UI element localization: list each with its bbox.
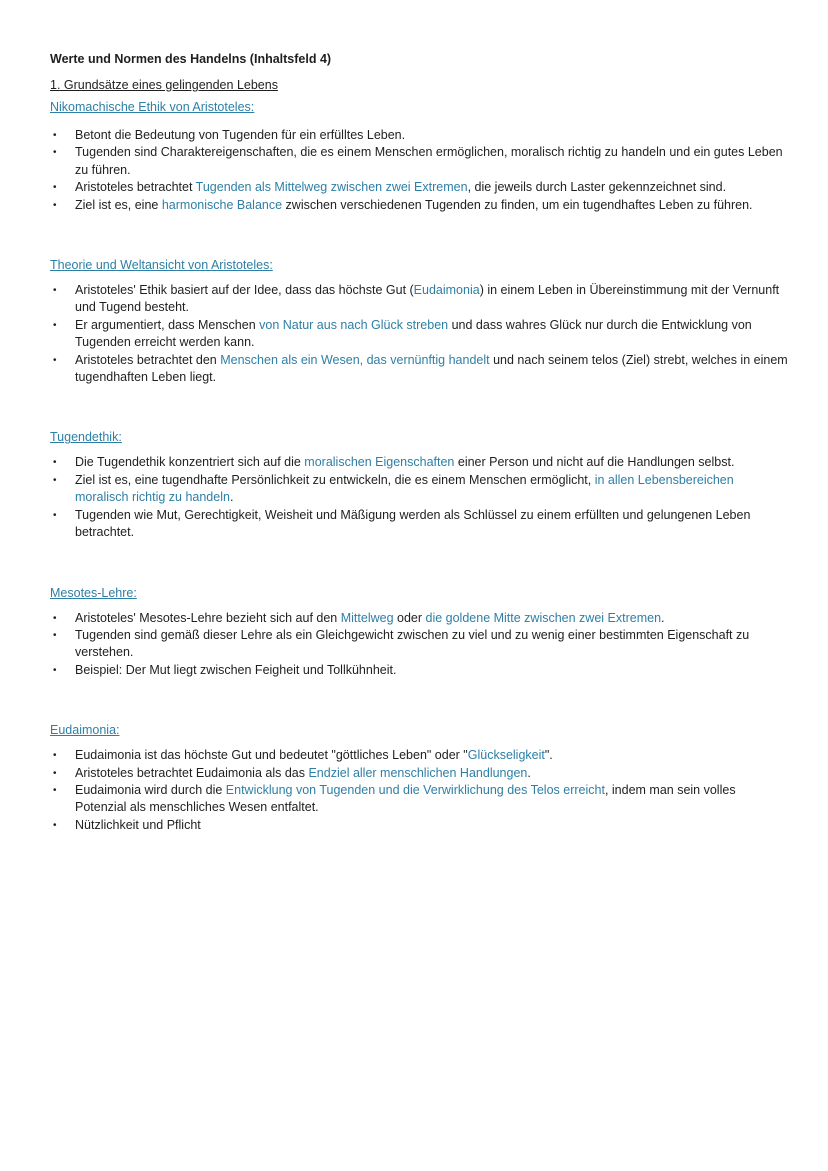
bullet-icon: • xyxy=(53,612,57,624)
highlighted-text: Tugenden als Mittelweg zwischen zwei Extremen xyxy=(195,180,468,195)
highlighted-text: Entwicklung von Tugenden und die Verwirklichung des Telos erreicht xyxy=(225,782,605,797)
bullet-list xyxy=(50,282,790,386)
bullet-list xyxy=(50,127,790,214)
list-item-text: , indem man sein volles Potenzial als menschliches Wesen entfaltet. xyxy=(75,782,736,815)
highlighted-text: Mittelweg xyxy=(340,610,394,625)
list-item xyxy=(50,197,790,214)
bullet-icon: • xyxy=(53,750,57,762)
list-item xyxy=(50,317,790,352)
highlighted-text: harmonische Balance xyxy=(161,197,283,212)
list-item xyxy=(50,282,790,317)
section-heading-text: Mesotes-Lehre: xyxy=(50,585,137,600)
list-item-text: Aristoteles' Ethik basiert auf der Idee, dass das höchste Gut ( xyxy=(75,283,414,298)
list-item-text: . xyxy=(661,610,665,625)
list-item-text: Tugenden wie Mut, Gerechtigkeit, Weisheit und Mäßigung werden als Schlüssel zu einem erfüllten und gelungenen Leben betrachtet. xyxy=(75,507,751,540)
list-item xyxy=(50,662,790,679)
list-item-text: Ziel ist es, eine tugendhafte Persönlichkeit zu entwickeln, die es einem Menschen ermöglicht, xyxy=(75,472,595,487)
bullet-icon: • xyxy=(53,664,57,676)
section-heading-text: Eudaimonia: xyxy=(50,723,120,738)
section xyxy=(50,98,790,214)
list-item-text: und nach seinem telos (Ziel) strebt, welches in einem tugendhaften Leben liegt. xyxy=(75,352,788,385)
list-item xyxy=(50,507,790,542)
list-item-text: Tugenden sind Charaktereigenschaften, die es einem Menschen ermöglichen, moralisch richtig zu handeln und ein gutes Leben zu führen. xyxy=(75,145,783,177)
section-heading xyxy=(50,98,790,116)
bullet-icon: • xyxy=(53,629,57,641)
list-item-text: Nützlichkeit und Pflicht xyxy=(75,817,201,832)
bullet-icon: • xyxy=(53,819,57,831)
list-item xyxy=(50,747,790,764)
list-item-text: Aristoteles' Mesotes-Lehre bezieht sich auf den xyxy=(75,610,341,625)
list-item-text: Ziel ist es, eine xyxy=(75,197,162,212)
highlighted-text: die goldene Mitte zwischen zwei Extremen xyxy=(425,610,662,625)
highlighted-text: von Natur aus nach Glück streben xyxy=(259,317,449,332)
section-spacer xyxy=(50,214,790,256)
list-item-text: ". xyxy=(544,748,553,763)
document-page xyxy=(50,50,790,834)
section-heading xyxy=(50,428,790,446)
bullet-list xyxy=(50,747,790,834)
section xyxy=(50,256,790,386)
chapter-title: 1. Grundsätze eines gelingenden Lebens xyxy=(50,78,278,92)
list-item-text: Betont die Bedeutung von Tugenden für ein erfülltes Leben. xyxy=(75,128,406,142)
bullet-icon: • xyxy=(53,474,57,486)
highlighted-text: in allen Lebensbereichen moralisch richtig zu handeln xyxy=(75,472,734,505)
list-item xyxy=(50,610,790,627)
list-item-text: Tugenden sind gemäß dieser Lehre als ein Gleichgewicht zwischen zu viel und zu wenig einer bestimmten Eigenschaft zu verstehen. xyxy=(75,627,750,660)
list-item-text: Aristoteles betrachtet xyxy=(75,180,196,195)
list-item-text: , die jeweils durch Laster gekennzeichnet sind. xyxy=(467,180,727,195)
section-spacer xyxy=(50,386,790,428)
list-item xyxy=(50,144,790,179)
highlighted-text: Menschen als ein Wesen, das vernünftig handelt xyxy=(220,352,490,367)
list-item-text: Er argumentiert, dass Menschen xyxy=(75,317,260,332)
bullet-icon: • xyxy=(53,147,57,159)
section-heading xyxy=(50,721,790,739)
bullet-icon: • xyxy=(53,457,57,469)
section xyxy=(50,721,790,834)
highlighted-text: Glückseligkeit xyxy=(467,748,545,763)
list-item-text: und dass wahres Glück nur durch die Entwicklung von Tugenden erreicht werden kann. xyxy=(75,317,752,350)
bullet-list xyxy=(50,454,790,541)
section-heading xyxy=(50,584,790,602)
list-item xyxy=(50,472,790,507)
bullet-icon: • xyxy=(53,509,57,521)
section xyxy=(50,584,790,680)
list-item-text: Die Tugendethik konzentriert sich auf die xyxy=(75,455,305,470)
list-item xyxy=(50,627,790,662)
list-item xyxy=(50,782,790,817)
bullet-icon: • xyxy=(53,354,57,366)
list-item-text: Eudaimonia wird durch die xyxy=(75,782,226,797)
bullet-icon: • xyxy=(53,199,57,211)
section-heading xyxy=(50,256,790,274)
bullet-icon: • xyxy=(53,285,57,297)
bullet-icon: • xyxy=(53,767,57,779)
section-spacer xyxy=(50,542,790,584)
document-title: Werte und Normen des Handelns (Inhaltsfeld 4) xyxy=(50,52,332,66)
highlighted-text: Endziel aller menschlichen Handlungen xyxy=(308,765,528,780)
highlighted-text: Eudaimonia xyxy=(413,283,480,298)
bullet-icon: • xyxy=(53,319,57,331)
section xyxy=(50,428,790,541)
bullet-list xyxy=(50,610,790,680)
list-item xyxy=(50,454,790,471)
section-heading-text: Theorie und Weltansicht von Aristoteles: xyxy=(50,258,273,273)
bullet-icon: • xyxy=(53,130,57,141)
section-heading-text: Tugendethik: xyxy=(50,430,122,445)
list-item-text: Eudaimonia ist das höchste Gut und bedeutet "göttliches Leben" oder " xyxy=(75,748,468,763)
list-item-text: oder xyxy=(393,610,426,625)
list-item-text: ) in einem Leben in Übereinstimmung mit der Vernunft und Tugend besteht. xyxy=(75,283,780,315)
list-item xyxy=(50,127,790,144)
list-item xyxy=(50,765,790,782)
list-item xyxy=(50,817,790,834)
list-item-text: Aristoteles betrachtet Eudaimonia als das xyxy=(75,765,309,780)
bullet-icon: • xyxy=(53,784,57,796)
sections-container xyxy=(50,98,790,834)
section-heading-text: Nikomachische Ethik von Aristoteles: xyxy=(50,100,255,114)
bullet-icon: • xyxy=(53,182,57,194)
section-spacer xyxy=(50,679,790,721)
list-item-text: . xyxy=(229,490,234,505)
list-item xyxy=(50,179,790,196)
highlighted-text: moralischen Eigenschaften xyxy=(304,455,455,470)
list-item xyxy=(50,352,790,387)
list-item-text: zwischen verschiedenen Tugenden zu finden, um ein tugendhaftes Leben zu führen. xyxy=(282,197,753,212)
list-item-text: Beispiel: Der Mut liegt zwischen Feigheit und Tollkühnheit. xyxy=(75,662,397,677)
list-item-text: Aristoteles betrachtet den xyxy=(75,352,221,367)
list-item-text: einer Person und nicht auf die Handlungen selbst. xyxy=(454,455,735,470)
list-item-text: . xyxy=(527,765,531,780)
